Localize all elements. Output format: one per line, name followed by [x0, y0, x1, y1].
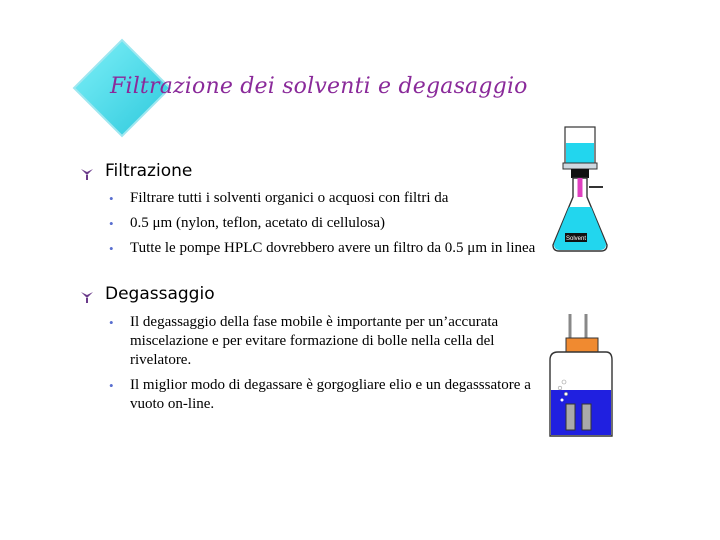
bullet-dot-icon: • — [109, 216, 114, 231]
bullet-dot-icon: • — [109, 191, 114, 206]
bullet-dot-icon: • — [109, 241, 114, 256]
bullet-dot-icon: • — [109, 315, 114, 330]
list-item: • Tutte le pompe HPLC dovrebbero avere un filtro da 0.5 μm in linea — [109, 240, 536, 256]
filtrazione-list — [109, 189, 555, 264]
section-heading-filtrazione: Filtrazione — [105, 161, 193, 181]
flask-label: Solvent — [565, 236, 587, 242]
degassing-bottle-illustration — [540, 312, 620, 442]
list-item: • Il miglior modo di degassare è gorgogliare elio e un degasssatore a vuoto on-line. — [109, 377, 531, 412]
degassaggio-list — [109, 313, 550, 420]
list-item: • Il degassaggio della fase mobile è importante per un’accurata miscelazione e per evitare formazione di bolle nella cella del rivelatore. — [109, 314, 499, 368]
section-arrow-bullet-icon — [80, 290, 94, 304]
list-item: • 0.5 μm (nylon, teflon, acetato di cellulosa) — [109, 215, 386, 231]
filtration-flask-illustration — [545, 125, 625, 255]
section-heading-degassaggio: Degassaggio — [105, 284, 215, 304]
slide-title: Filtrazione dei solventi e degasaggio — [110, 74, 528, 99]
bullet-dot-icon: • — [109, 378, 114, 393]
section-arrow-bullet-icon — [80, 167, 94, 181]
list-item: • Filtrare tutti i solventi organici o acquosi con filtri da — [109, 190, 449, 206]
